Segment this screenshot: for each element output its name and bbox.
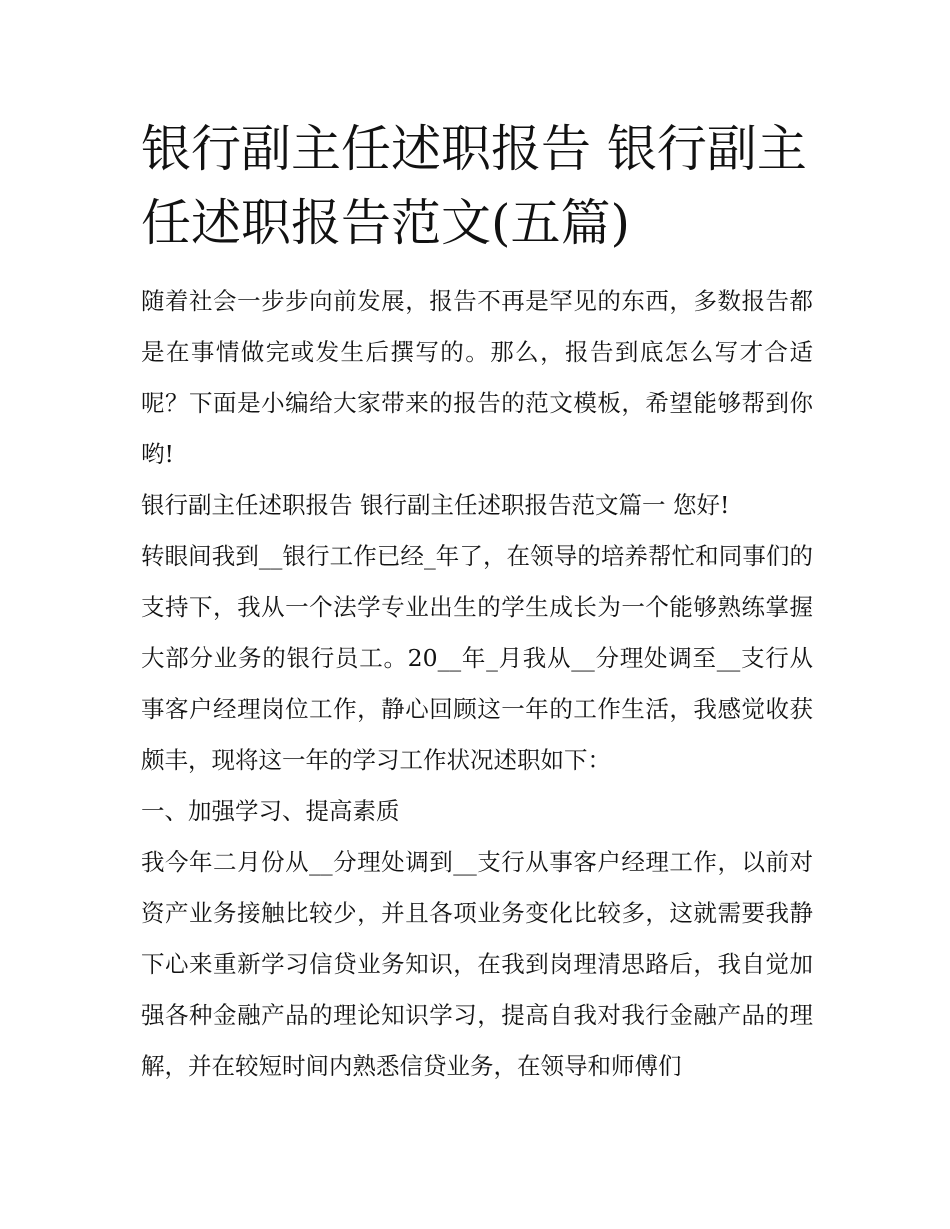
subheading-paragraph: 一、加强学习、提高素质 [141, 797, 400, 825]
intro-paragraph: 随着社会一步步向前发展，报告不再是罕见的东西，多数报告都是在事情做完或发生后撰写的。那么，报告到底怎么写才合适呢？下面是小编给大家带来的报告的范文模板，希望能够帮到你哟! [141, 287, 813, 468]
body-paragraph: 我今年二月份从__分理处调到__支行从事客户经理工作，以前对资产业务接触比较少，并且各项业务变化比较多，这就需要我静下心来重新学习信贷业务知识，在我到岗理清思路后，我自觉加强各种金融产品的理论知识学习，提高自我对我行金融产品的理解，并在较短时间内熟悉信贷业务，在领导和师傅们 [141, 848, 813, 1080]
body-paragraph: 转眼间我到__银行工作已经_年了，在领导的培养帮忙和同事们的支持下，我从一个法学专业出生的学生成长为一个能够熟练掌握大部分业务的银行员工。20__年_月我从__分理处调至__支行从事客户经理岗位工作，静心回顾这一年的工作生活，我感觉收获颇丰，现将这一年的学习工作状况述职如下： [141, 542, 813, 774]
document-title: 银行副主任述职报告 银行副主任述职报告范文(五篇) [141, 120, 807, 252]
section-heading-paragraph: 银行副主任述职报告 银行副主任述职报告范文篇一 您好! [141, 491, 730, 519]
document-page [141, 112, 813, 1092]
